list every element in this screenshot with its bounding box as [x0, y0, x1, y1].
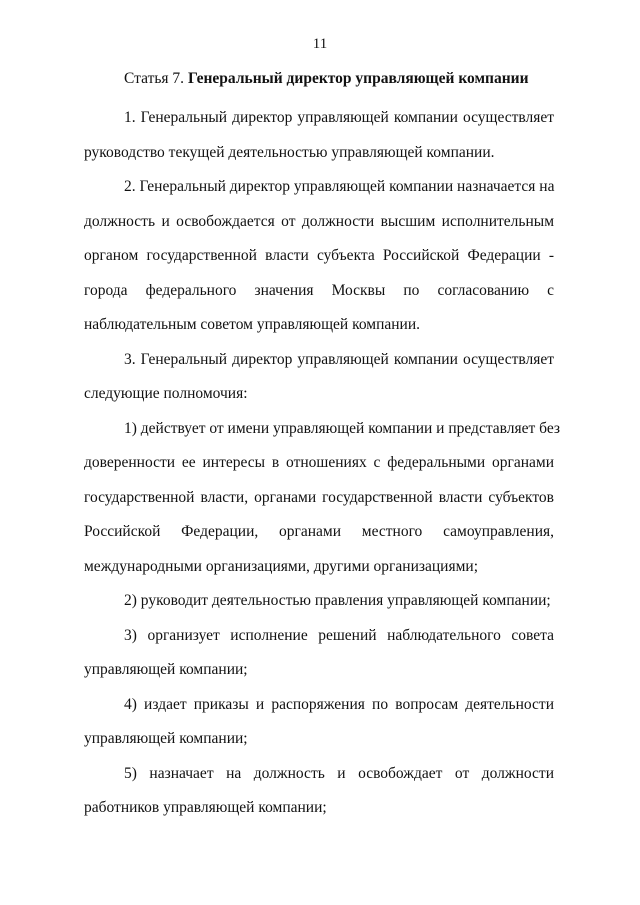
text-line: органом государственной власти субъекта Российской Федерации - — [84, 247, 554, 264]
text-line: управляющей компании; — [84, 661, 248, 678]
text-line: 2) руководит деятельностью правления управляющей компании; — [124, 592, 551, 609]
article-prefix: Статья 7. — [124, 70, 185, 87]
text-line: управляющей компании; — [84, 730, 248, 747]
text-line: Российской Федерации, органами местного самоуправления, — [84, 523, 554, 540]
text-line: должность и освобождается от должности высшим исполнительным — [84, 213, 554, 230]
page-number: 11 — [312, 36, 328, 52]
text-line: 4) издает приказы и распоряжения по вопросам деятельности — [124, 696, 554, 713]
text-line: 1. Генеральный директор управляющей компании осуществляет — [124, 109, 554, 126]
text-line: 2. Генеральный директор управляющей компании назначается на — [124, 178, 555, 195]
text-line: наблюдательным советом управляющей компании. — [84, 316, 421, 333]
text-line: следующие полномочия: — [84, 385, 248, 402]
text-line: руководство текущей деятельностью управляющей компании. — [84, 144, 495, 161]
text-line: международными организациями, другими организациями; — [84, 558, 479, 575]
text-line: работников управляющей компании; — [84, 799, 327, 816]
text-line: 3) организует исполнение решений наблюдательного совета — [124, 627, 554, 644]
text-line: 5) назначает на должность и освобождает от должности — [124, 765, 554, 782]
text-line: доверенности ее интересы в отношениях с федеральными органами — [84, 454, 554, 471]
text-line: 3. Генеральный директор управляющей компании осуществляет — [124, 351, 554, 368]
text-line: государственной власти, органами государственной власти субъектов — [84, 489, 554, 506]
text-line: города федерального значения Москвы по согласованию с — [84, 282, 554, 299]
article-title: Генеральный директор управляющей компании — [187, 70, 529, 87]
text-line: 1) действует от имени управляющей компании и представляет без — [124, 420, 561, 437]
article-heading — [124, 69, 554, 89]
